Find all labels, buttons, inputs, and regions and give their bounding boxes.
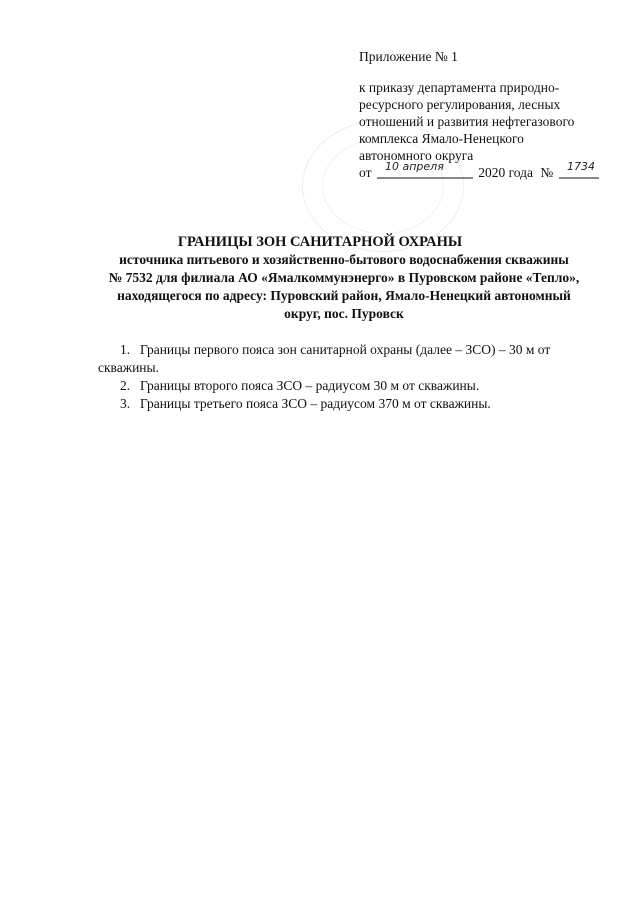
annex-line: отношений и развития нефтегазового — [359, 114, 575, 129]
item-text-continued: скважины. — [98, 360, 159, 375]
item-number: 2. — [120, 378, 131, 393]
document-subtitle — [86, 251, 602, 323]
list-item — [120, 395, 638, 413]
annex-line: автономного округа — [359, 148, 474, 163]
list-item — [120, 377, 638, 395]
item-number: 1. — [120, 342, 131, 357]
item-text: Границы третьего пояса ЗСО – радиусом 370 м от скважины. — [140, 396, 491, 411]
number-signature: 1734 — [567, 160, 595, 173]
subtitle-line: округ, пос. Пуровск — [284, 306, 404, 321]
annex-block — [359, 48, 609, 181]
subtitle-line: источника питьевого и хозяйственно-бытового водоснабжения скважины — [119, 252, 569, 267]
annex-line: комплекса Ямало-Ненецкого — [359, 131, 524, 146]
year-text: 2020 года — [478, 165, 534, 180]
annex-title: Приложение № 1 — [359, 49, 458, 64]
date-signature: 10 апреля — [385, 160, 444, 173]
annex-line: к приказу департамента природно- — [359, 80, 560, 95]
annex-date-line — [359, 160, 609, 181]
number-prefix: № — [540, 165, 554, 180]
item-number: 3. — [120, 396, 131, 411]
annex-line: ресурсного регулирования, лесных — [359, 97, 561, 112]
subtitle-line: находящегося по адресу: Пуровский район, Ямало-Ненецкий автономный — [117, 288, 571, 303]
date-prefix: от — [359, 165, 372, 180]
item-text: Границы первого пояса зон санитарной охраны (далее – ЗСО) – 30 м от — [140, 342, 551, 357]
document-title: ГРАНИЦЫ ЗОН САНИТАРНОЙ ОХРАНЫ — [177, 234, 463, 250]
item-text: Границы второго пояса ЗСО – радиусом 30 м от скважины. — [140, 378, 480, 393]
document-body — [98, 341, 638, 413]
list-item — [120, 341, 638, 359]
subtitle-line: № 7532 для филиала АО «Ямалкоммунэнерго» в Пуровском районе «Тепло», — [108, 270, 580, 285]
